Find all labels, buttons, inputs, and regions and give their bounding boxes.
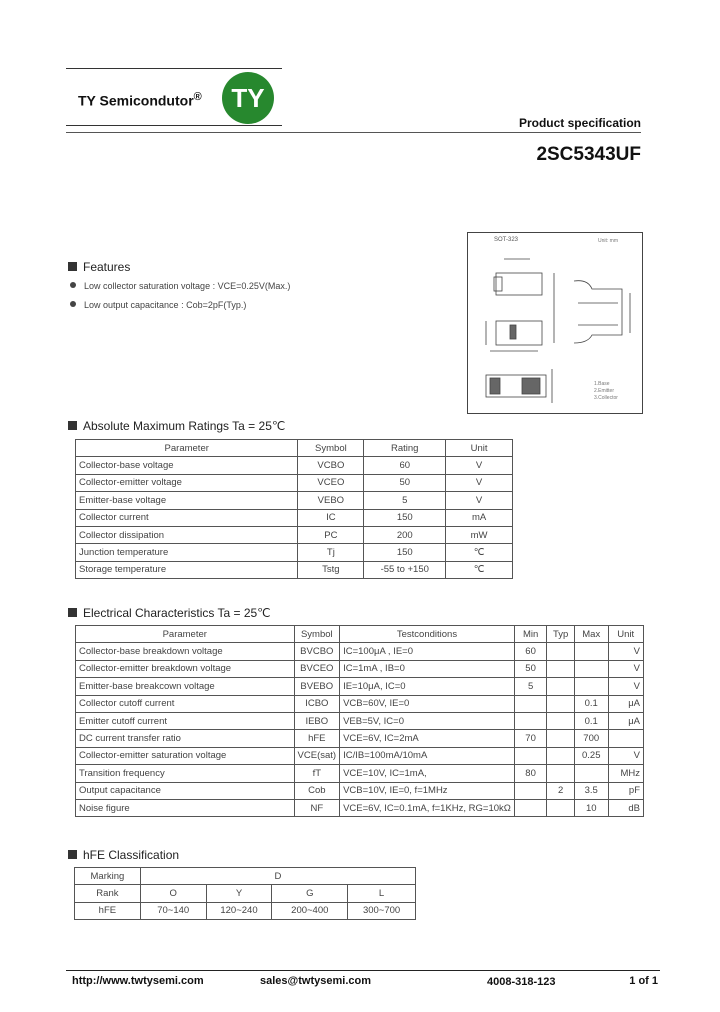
symbol-cell: Cob	[294, 782, 340, 799]
symbol-cell: VEBO	[298, 492, 364, 509]
footer-phone: 4008-318-123	[487, 976, 556, 988]
abs-max-heading	[68, 419, 285, 433]
pin-2-label: 2.Emitter	[594, 388, 615, 394]
param-cell: Emitter cutoff current	[76, 712, 295, 729]
condition-cell: IC/IB=100mA/10mA	[340, 747, 515, 764]
feature-item	[70, 300, 246, 310]
unit-cell: dB	[608, 799, 644, 816]
min-cell: 60	[514, 643, 546, 660]
symbol-cell: VCBO	[298, 457, 364, 474]
rating-cell: 200	[364, 526, 446, 543]
package-name: SOT-323	[494, 237, 519, 243]
header-cell: Unit	[608, 626, 644, 643]
bullet-icon	[70, 301, 76, 307]
min-cell: 70	[514, 730, 546, 747]
table-row	[76, 509, 513, 526]
symbol-cell: fT	[294, 765, 340, 782]
table-row	[75, 902, 416, 919]
section-marker-icon	[68, 850, 77, 859]
footer-rule	[66, 970, 660, 971]
max-cell	[574, 678, 608, 695]
unit-cell: V	[446, 474, 513, 491]
table-header-row	[76, 626, 644, 643]
param-cell: Collector-base voltage	[76, 457, 298, 474]
header-cell: Min	[514, 626, 546, 643]
min-cell: 80	[514, 765, 546, 782]
rank-cell: L	[348, 885, 416, 902]
elec-body	[76, 643, 644, 817]
max-cell: 0.1	[574, 712, 608, 729]
param-cell: Collector-base breakdown voltage	[76, 643, 295, 660]
max-cell: 10	[574, 799, 608, 816]
condition-cell: VCE=6V, IC=2mA	[340, 730, 515, 747]
unit-cell: ℃	[446, 561, 513, 578]
unit-cell: V	[608, 643, 644, 660]
typ-cell	[547, 695, 575, 712]
rank-cell: G	[272, 885, 348, 902]
rating-cell: 150	[364, 509, 446, 526]
rank-cell: O	[140, 885, 206, 902]
condition-cell: VCE=6V, IC=0.1mA, f=1KHz, RG=10kΩ	[340, 799, 515, 816]
header-cell: Symbol	[294, 626, 340, 643]
unit-cell	[608, 730, 644, 747]
brand-name	[78, 91, 202, 109]
min-cell	[514, 799, 546, 816]
hfe-table	[74, 867, 416, 920]
header-rule-top	[66, 68, 282, 69]
rank-cell: Y	[206, 885, 272, 902]
table-row	[76, 765, 644, 782]
symbol-cell: PC	[298, 526, 364, 543]
unit-cell: mW	[446, 526, 513, 543]
symbol-cell: BVCBO	[294, 643, 340, 660]
header-cell: Rating	[364, 440, 446, 457]
param-cell: Collector-emitter saturation voltage	[76, 747, 295, 764]
header-cell: Parameter	[76, 626, 295, 643]
condition-cell: IE=10μA, IC=0	[340, 678, 515, 695]
unit-cell: V	[446, 492, 513, 509]
typ-cell	[547, 765, 575, 782]
condition-cell: IC=100μA , IE=0	[340, 643, 515, 660]
symbol-cell: VCE(sat)	[294, 747, 340, 764]
footer-email-link[interactable]: sales@twtysemi.com	[260, 975, 371, 987]
symbol-cell: BVCEO	[294, 660, 340, 677]
unit-cell: ℃	[446, 544, 513, 561]
package-pin-legend	[594, 381, 618, 402]
rating-cell: -55 to +150	[364, 561, 446, 578]
hfe-heading	[68, 848, 179, 862]
param-cell: Output capacitance	[76, 782, 295, 799]
table-row	[76, 660, 644, 677]
unit-cell: μA	[608, 695, 644, 712]
bullet-icon	[70, 282, 76, 288]
footer-page-number: 1 of 1	[629, 975, 658, 987]
section-marker-icon	[68, 608, 77, 617]
table-row	[76, 561, 513, 578]
min-cell	[514, 782, 546, 799]
hfe-range-cell: 200~400	[272, 902, 348, 919]
header-cell: Typ	[547, 626, 575, 643]
header-cell: Parameter	[76, 440, 298, 457]
param-cell: Storage temperature	[76, 561, 298, 578]
param-cell: Noise figure	[76, 799, 295, 816]
rank-label-cell: Rank	[75, 885, 141, 902]
brand-text: TY Semicondutor	[78, 92, 194, 109]
typ-cell	[547, 730, 575, 747]
table-row	[76, 474, 513, 491]
unit-cell: mA	[446, 509, 513, 526]
hfe-title: hFE Classification	[83, 848, 180, 862]
typ-cell	[547, 643, 575, 660]
condition-cell: VCE=10V, IC=1mA,	[340, 765, 515, 782]
header-rule-bottom	[66, 125, 282, 126]
min-cell: 50	[514, 660, 546, 677]
feature-text: Low output capacitance : Cob=2pF(Typ.)	[84, 300, 247, 310]
ty-logo	[222, 72, 274, 124]
table-row	[75, 868, 416, 885]
unit-cell: V	[608, 678, 644, 695]
min-cell	[514, 695, 546, 712]
elec-table	[75, 625, 644, 817]
rating-cell: 150	[364, 544, 446, 561]
param-cell: DC current transfer ratio	[76, 730, 295, 747]
registered-mark: ®	[193, 91, 202, 103]
logo-text: TY	[231, 83, 265, 113]
symbol-cell: BVEBO	[294, 678, 340, 695]
spec-rule	[66, 132, 641, 133]
max-cell: 0.1	[574, 695, 608, 712]
part-number: 2SC5343UF	[536, 144, 641, 165]
unit-cell: μA	[608, 712, 644, 729]
header-cell: Max	[574, 626, 608, 643]
elec-heading	[68, 606, 271, 620]
table-row	[76, 730, 644, 747]
abs-max-title: Absolute Maximum Ratings Ta = 25℃	[83, 419, 286, 433]
typ-cell	[547, 660, 575, 677]
max-cell: 3.5	[574, 782, 608, 799]
hfe-range-cell: 300~700	[348, 902, 416, 919]
table-row	[76, 799, 644, 816]
param-cell: Collector cutoff current	[76, 695, 295, 712]
typ-cell	[547, 799, 575, 816]
table-row	[76, 457, 513, 474]
table-row	[76, 678, 644, 695]
rating-cell: 5	[364, 492, 446, 509]
table-row	[76, 544, 513, 561]
min-cell: 5	[514, 678, 546, 695]
hfe-range-cell: 120~240	[206, 902, 272, 919]
unit-cell: V	[608, 747, 644, 764]
rating-cell: 60	[364, 457, 446, 474]
param-cell: Transition frequency	[76, 765, 295, 782]
table-row	[76, 747, 644, 764]
table-row	[75, 885, 416, 902]
typ-cell	[547, 747, 575, 764]
marking-label-cell: Marking	[75, 868, 141, 885]
symbol-cell: hFE	[294, 730, 340, 747]
condition-cell: VCB=10V, IE=0, f=1MHz	[340, 782, 515, 799]
package-drawing	[467, 232, 643, 414]
condition-cell: VEB=5V, IC=0	[340, 712, 515, 729]
section-marker-icon	[68, 262, 77, 271]
table-row	[76, 712, 644, 729]
rating-cell: 50	[364, 474, 446, 491]
param-cell: Collector-emitter voltage	[76, 474, 298, 491]
pin-1-label: 1.Base	[594, 381, 610, 387]
symbol-cell: IEBO	[294, 712, 340, 729]
hfe-label-cell: hFE	[75, 902, 141, 919]
abs-max-table	[75, 439, 513, 579]
hfe-range-cell: 70~140	[140, 902, 206, 919]
max-cell	[574, 660, 608, 677]
max-cell	[574, 643, 608, 660]
condition-cell: VCB=60V, IE=0	[340, 695, 515, 712]
max-cell: 0.25	[574, 747, 608, 764]
max-cell	[574, 765, 608, 782]
section-marker-icon	[68, 421, 77, 430]
unit-cell: pF	[608, 782, 644, 799]
min-cell	[514, 712, 546, 729]
features-title: Features	[83, 260, 131, 274]
max-cell: 700	[574, 730, 608, 747]
symbol-cell: VCEO	[298, 474, 364, 491]
header-cell: Testconditions	[340, 626, 515, 643]
unit-cell: MHz	[608, 765, 644, 782]
table-header-row	[76, 440, 513, 457]
param-cell: Emitter-base voltage	[76, 492, 298, 509]
feature-item	[70, 281, 290, 291]
typ-cell	[547, 678, 575, 695]
footer-url-link[interactable]: http://www.twtysemi.com	[72, 975, 204, 987]
feature-text: Low collector saturation voltage : VCE=0.25V(Max.)	[84, 281, 291, 291]
table-row	[76, 695, 644, 712]
symbol-cell: NF	[294, 799, 340, 816]
symbol-cell: Tstg	[298, 561, 364, 578]
table-row	[76, 526, 513, 543]
pin-3-label: 3.Collector	[594, 395, 618, 401]
param-cell: Junction temperature	[76, 544, 298, 561]
header-cell: Unit	[446, 440, 513, 457]
symbol-cell: IC	[298, 509, 364, 526]
features-heading	[68, 260, 130, 274]
typ-cell	[547, 712, 575, 729]
min-cell	[514, 747, 546, 764]
unit-cell: V	[608, 660, 644, 677]
symbol-cell: ICBO	[294, 695, 340, 712]
typ-cell: 2	[547, 782, 575, 799]
table-row	[76, 782, 644, 799]
table-row	[76, 643, 644, 660]
table-row	[76, 492, 513, 509]
symbol-cell: Tj	[298, 544, 364, 561]
param-cell: Emitter-base breakcown voltage	[76, 678, 295, 695]
param-cell: Collector-emitter breakdown voltage	[76, 660, 295, 677]
marking-value-cell: D	[140, 868, 415, 885]
spec-label: Product specification	[518, 116, 641, 130]
elec-title: Electrical Characteristics Ta = 25℃	[83, 606, 271, 620]
condition-cell: IC=1mA , IB=0	[340, 660, 515, 677]
param-cell: Collector current	[76, 509, 298, 526]
unit-cell: V	[446, 457, 513, 474]
abs-max-body	[76, 457, 513, 579]
package-unit: Unit: mm	[598, 238, 618, 244]
header-cell: Symbol	[298, 440, 364, 457]
param-cell: Collector dissipation	[76, 526, 298, 543]
